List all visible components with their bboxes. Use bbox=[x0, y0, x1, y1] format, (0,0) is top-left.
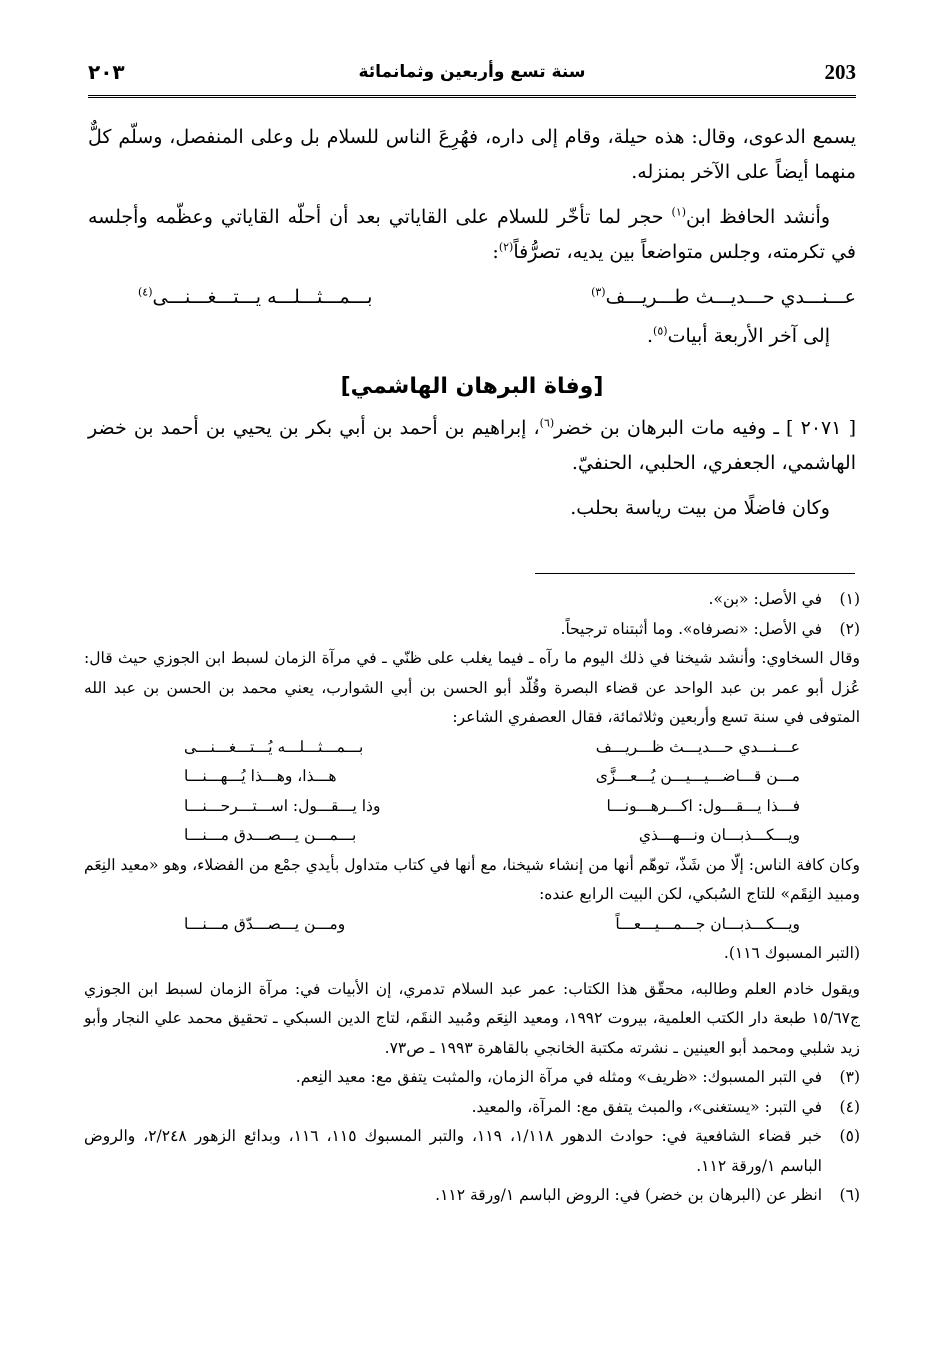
running-title: سنة تسع وأربعين وثمانمائة bbox=[358, 62, 586, 82]
footnote bbox=[84, 1093, 860, 1123]
verse-line bbox=[84, 733, 860, 763]
footnote-number: (٦) bbox=[839, 1186, 860, 1204]
paragraph: وكان فاضلًا من بيت رياسة بحلب. bbox=[570, 497, 830, 519]
text-run: عـــنـــدي حـــديـــث طـــريـــف bbox=[605, 286, 856, 308]
footnote-ref: (٢) bbox=[498, 240, 514, 254]
verse-hemistich-right: فـــذا يـــقـــول: اكـــرهـــونـــا bbox=[606, 796, 800, 815]
footnote-paragraph: وكان كافة الناس: إلّا من شَذّ، توهّم أنها من إنشاء شيخنا، مع أنها في كتاب متداول بأيدي جمْع من الفضلاء، وهو «معيد النِعَم ومبيد النِقَم» للتاج السُبكي، لكن البيت الرابع عنده: bbox=[84, 855, 860, 903]
footnote-text: في الأصل: «بن». bbox=[708, 590, 822, 608]
text-run: حجر لما تأخّر للسلام على القاياتي بعد أن أحلّه القاياتي وعظّمه وأجلسه في تكرمته، وجلس متواضعاً بين يديه، تصرُّفاً bbox=[88, 206, 856, 263]
paragraph: يسمع الدعوى، وقال: هذه حيلة، وقام إلى داره، فهُرِعَ الناس للسلام بل وعلى المنفصل، وسلّم كلٌّ منهما أيضاً على الآخر بمنزله. bbox=[88, 126, 856, 183]
verse-hemistich-right: ويـــكـــذبـــان ونـــهـــذي bbox=[638, 826, 800, 844]
main-text bbox=[88, 120, 856, 536]
footnote-text: في التبر المسبوك: «ظريف» ومثله في مرآة الزمان، والمثبت يتفق مع: معيد النِعم. bbox=[295, 1068, 822, 1086]
footnote-number: (١) bbox=[839, 590, 860, 608]
footnote-number: (٥) bbox=[839, 1127, 860, 1145]
footnote-ref: (٥) bbox=[653, 324, 668, 338]
verse-line bbox=[84, 762, 860, 792]
footnote-number: (٢) bbox=[839, 619, 860, 638]
footnotes bbox=[84, 585, 860, 1211]
footnote-text: انظر عن (البرهان بن خضر) في: الروض الباسم ١/ورقة ١١٢. bbox=[435, 1186, 822, 1204]
footnote-ref: (٤) bbox=[138, 285, 153, 299]
page-number-arabic: ٢٠٣ bbox=[88, 60, 125, 84]
text-run: [ ٢٠٧١ ] ـ وفيه مات البرهان بن خضر bbox=[554, 417, 856, 439]
footnote-number: (٤) bbox=[839, 1097, 860, 1116]
footnote bbox=[84, 615, 860, 645]
verse-line bbox=[88, 280, 856, 315]
footnote bbox=[84, 585, 860, 615]
verse-hemistich-left: هـــذا، وهـــذا يُـــهـــنـــا bbox=[184, 767, 337, 785]
paragraph bbox=[88, 200, 856, 270]
page-header bbox=[88, 60, 856, 94]
verse-hemistich-right bbox=[591, 280, 856, 315]
footnote bbox=[84, 1181, 860, 1211]
footnote-text: في التبر: «يستغنى»، والمبث يتفق مع: المرآة، والمعيد. bbox=[471, 1097, 822, 1116]
verse-line bbox=[84, 910, 860, 940]
footnote-separator bbox=[535, 573, 855, 574]
footnote-text: خبر قضاء الشافعية في: حوادث الدهور ١/١١٨، ١١٩، والتبر المسبوك ١١٥، ١١٦، وبدائع الزهور ٢/٢٤٨، والروض الباسم ١/ورقة ١١٢. bbox=[84, 1127, 822, 1175]
paragraph bbox=[88, 319, 856, 354]
verse-hemistich-left: ومـــن يـــصـــدّق مـــنـــا bbox=[184, 914, 346, 933]
verse-hemistich-right: مـــن قـــاضـــيـــيـــن يُـــعـــزَّى bbox=[595, 767, 800, 785]
verse-line bbox=[84, 821, 860, 851]
verse-hemistich-right: عـــنـــدي حـــديـــث ظـــريـــف bbox=[595, 737, 800, 756]
footnote-number: (٣) bbox=[839, 1068, 860, 1086]
verse-hemistich-left bbox=[138, 280, 372, 315]
footnote-ref: (١) bbox=[671, 205, 687, 219]
section-heading: [وفاة البرهان الهاشمي] bbox=[340, 374, 604, 399]
text-run: : bbox=[492, 241, 499, 263]
text-run: . bbox=[647, 325, 654, 347]
footnote-paragraph: (التبر المسبوك ١١٦). bbox=[723, 944, 860, 962]
text-run: بـــمـــثـــلـــه يـــتـــغـــنـــى bbox=[152, 286, 373, 308]
footnote-paragraph: ويقول خادم العلم وطالبه، محقّق هذا الكتاب: عمر عبد السلام تدمري، إن الأبيات في: مرآة الزمان لسبط ابن الجوزي ج١٥/٦٧ طبعة دار الكتب العلمية، بيروت ١٩٩٢، ومعيد النِعَم ومُبيد النقَم، لتاج الدين السبكي ـ تحقيق محمد علي النجار وأبو زيد شلبي ومحمد أبو العينين ـ نشرته مكتبة الخانجي بالقاهرة ١٩٩٣ ـ ص٧٣. bbox=[84, 979, 860, 1057]
footnote bbox=[84, 1063, 860, 1093]
footnote-paragraph: وقال السخاوي: وأنشد شيخنا في ذلك اليوم ما رآه ـ فيما يغلب على ظنّي ـ في مرآة الزمان لسبط ابن الجوزي حيث قال: عُزل أبو عمر بن عبد الواحد عن قضاء البصرة وقُلّد أبو الحسن بن أبي الشوارب، يعني محمد بن الحسن بن عبد الله المتوفى في سنة تسع وأربعين وثلاثمائة، فقال العصفري الشاعر: bbox=[84, 649, 860, 726]
footnote-text: في الأصل: «نصرفاه». وما أثبتناه ترجيحاً. bbox=[560, 619, 822, 638]
text-run: وأنشد الحافظ ابن bbox=[686, 206, 830, 228]
page-number-latin: 203 bbox=[824, 60, 856, 84]
footnote-ref: (٦) bbox=[539, 416, 555, 430]
footnote bbox=[84, 1122, 860, 1181]
text-run: ، إبراهيم بن أحمد بن أبي بكر بن يحيي بن أحمد بن خضر الهاشمي، الجعفري، الحلبي، الحنفيّ. bbox=[88, 417, 856, 474]
text-run: إلى آخر الأربعة أبيات bbox=[667, 325, 830, 347]
verse-hemistich-left: بـــمـــن يـــصـــدق مـــنـــا bbox=[184, 826, 357, 844]
verse-hemistich-left: وذا يـــقـــول: اســـتـــرحـــنـــا bbox=[184, 796, 381, 815]
verse-hemistich-left: بـــمـــثـــلـــه يُـــتـــغـــنـــى bbox=[184, 737, 364, 756]
paragraph bbox=[88, 411, 856, 481]
footnote-ref: (٣) bbox=[591, 285, 606, 299]
verse-line bbox=[84, 792, 860, 822]
verse-hemistich-right: ويـــكـــذبـــان جـــمـــيـــعـــاً bbox=[615, 914, 800, 933]
header-rule bbox=[88, 95, 856, 98]
